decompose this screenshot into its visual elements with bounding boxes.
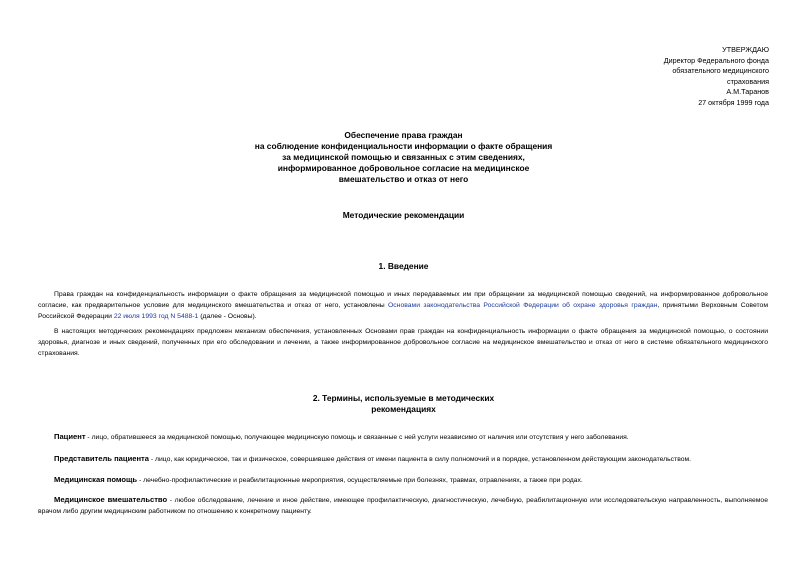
definition-medical-care [38, 475, 768, 487]
approver-position-line3: страхования [726, 76, 769, 86]
term: Пациент [54, 432, 86, 441]
document-title [0, 130, 807, 185]
term: Представитель пациента [54, 454, 149, 463]
approver-name: А.М.Таранов [726, 87, 769, 96]
heading-line: 2. Термины, используемые в методических [312, 393, 495, 403]
definition-medical-intervention [38, 495, 768, 518]
definition-text: - лицо, как юридическое, так и физическое, совершившее действия от имени пациента в силу полномочий и в порядке, установленном действующим законодательством. [149, 456, 692, 463]
approval-block [664, 45, 769, 108]
intro-paragraph-2: В настоящих методических рекомендациях предложен механизм обеспечения, установленных Основами прав граждан на конфиденциальность информации о факте обращения за медицинской помощью, о состоянии здоровья, диагнозе и иных сведений, полученных при его обследовании и лечении, а также информированное добровольное согласие на медицинское вмешательство и отказ от него в системе обязательного медицинского страхования. [38, 328, 768, 357]
paragraph-text: (далее - Основы). [198, 312, 257, 320]
paragraph-text: , принятыми Верховным Советом Российской Федерации [38, 301, 769, 320]
section-heading-introduction: 1. Введение [378, 261, 429, 271]
term: Медицинская помощь [54, 475, 138, 484]
document-subtitle: Методические рекомендации [342, 210, 465, 220]
definition-patient-representative [38, 454, 768, 466]
law-date-link[interactable]: 22 июля 1993 год N 5488-1 [113, 312, 199, 320]
title-line: Обеспечение права граждан [344, 130, 463, 140]
definition-text: - лечебно-профилактические и реабилитационные мероприятия, осуществляемые при болезнях, травмах, отравлениях, а также при родах. [137, 477, 583, 484]
definition-text: - любое обследование, лечение и иное действие, имеющее профилактическую, диагностическую, лечебную, реабилитационную или исследовательскую направленность, выполняемое врачом либо другим медицинским работником по отношению к конкретному пациенту. [38, 497, 768, 515]
title-line: вмешательство и отказ от него [338, 174, 469, 184]
approval-stamp: УТВЕРЖДАЮ [722, 45, 769, 54]
definition-text: - лицо, обратившееся за медицинской помощью, получающее медицинскую помощь и связанные с ней услуги независимо от наличия или отсутствия у него заболевания. [85, 434, 629, 441]
term: Медицинское вмешательство [54, 495, 168, 504]
section-heading-terms [0, 393, 807, 415]
heading-line: рекомендациях [371, 404, 436, 414]
approver-position-line2: обязательного медицинского [672, 66, 769, 75]
approver-position-line1: Директор Федерального фонда [663, 55, 769, 65]
law-link[interactable]: Основами законодательства Российской Федерации об охране здоровья граждан [388, 301, 658, 309]
title-line: информированное добровольное согласие на медицинское [277, 163, 530, 173]
approval-date: 27 октября 1999 года [698, 97, 769, 107]
paragraph-text: Права граждан на конфиденциальность информации о факте обращения за медицинской помощью и иных передаваемых им при обращении за медицинской помощью сведений, на информированное добровольное согласие, как предварительное условие для медицинского вмешательства и отказ от него, установлены [38, 291, 768, 309]
intro-paragraph-1 [38, 290, 768, 322]
title-line: за медицинской помощью и связанных с этим сведениях, [282, 152, 525, 162]
definition-patient [38, 432, 768, 444]
title-line: на соблюдение конфиденциальности информации о факте обращения [254, 141, 553, 151]
